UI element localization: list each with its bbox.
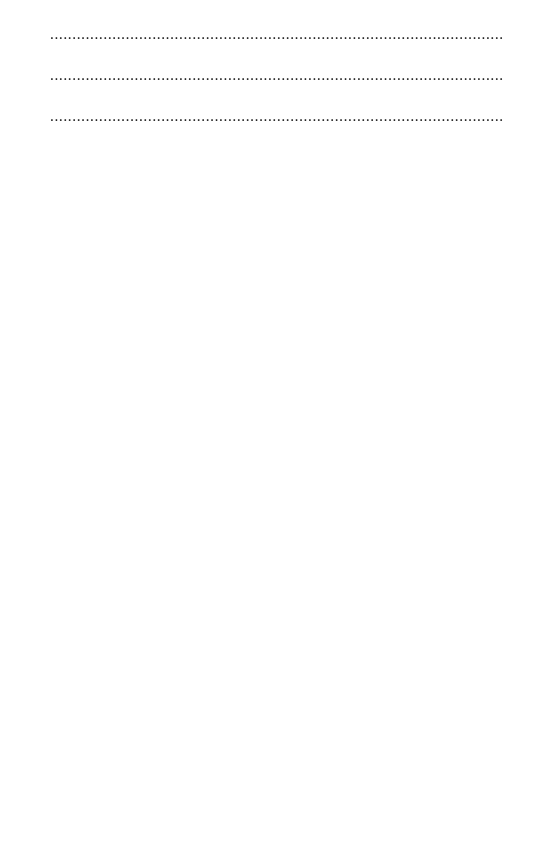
entry-author-line — [8, 46, 548, 66]
dot-leader — [50, 66, 520, 86]
dot-leader — [50, 25, 520, 45]
dot-leader — [50, 107, 520, 127]
toc-entry — [8, 5, 548, 46]
table-of-contents — [8, 2, 548, 128]
toc-entry — [8, 87, 548, 128]
toc-entry — [8, 46, 548, 87]
entry-title-line — [8, 25, 548, 45]
entry-author-line — [8, 5, 548, 25]
entry-title-line — [8, 66, 548, 86]
entry-author-line — [8, 87, 548, 107]
entry-title-line — [8, 107, 548, 127]
